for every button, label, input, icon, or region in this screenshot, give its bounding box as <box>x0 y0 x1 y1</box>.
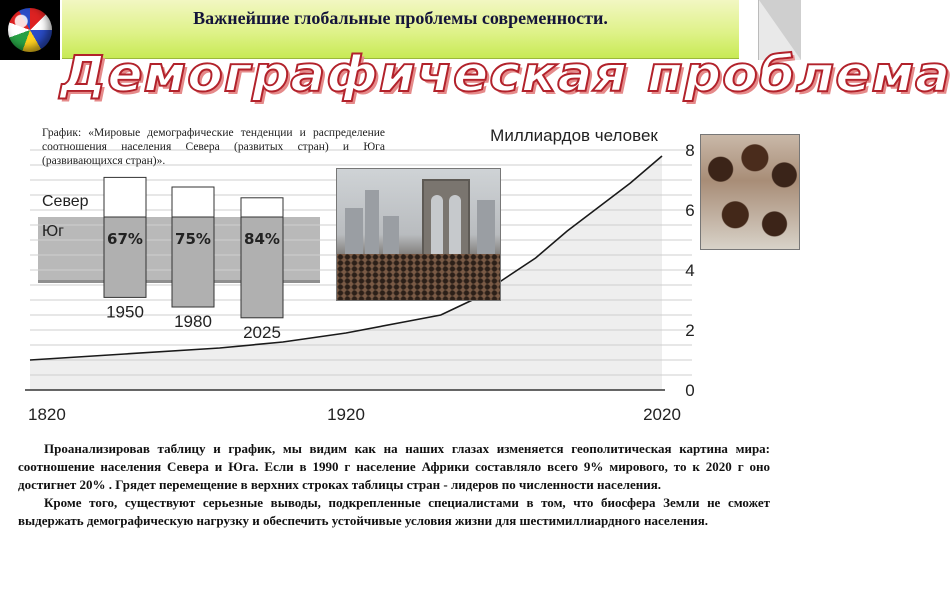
bar-value-label: 84% <box>244 230 280 248</box>
y-tick-label: 2 <box>685 321 695 340</box>
bar-category-label: 2025 <box>243 322 281 342</box>
y-axis-label: Миллиардов человек <box>490 126 658 145</box>
body-text <box>18 440 770 530</box>
bar-north <box>241 198 283 217</box>
bridge-crowd-photo <box>336 168 501 301</box>
y-tick-label: 6 <box>685 201 695 220</box>
legend-south: Юг <box>42 223 64 240</box>
y-tick-label: 8 <box>685 141 695 160</box>
x-tick-label: 1820 <box>28 405 66 424</box>
bar-value-label: 67% <box>107 230 143 248</box>
x-tick-label: 1920 <box>327 405 365 424</box>
body-paragraph-2: Кроме того, существуют серьезные выводы, подкрепленные специалистами в том, что биосфера Земли не сможет выдержать демографическую нагрузку и обеспечить устойчивые условия жизни для шестимиллиардного населения. <box>18 495 770 528</box>
slide-title: Важнейшие глобальные проблемы современности. <box>193 8 608 28</box>
y-tick-label: 0 <box>685 381 695 400</box>
bar-category-label: 1950 <box>106 302 144 322</box>
bar-category-label: 1980 <box>174 312 212 331</box>
children-photo <box>700 134 800 250</box>
wordart-heading: Демографическая проблема <box>60 46 951 104</box>
chart-caption: График: «Мировые демографические тенденции и распределение соотношения населения Севера (развитых стран) и Юга (развивающихся стран)». <box>42 127 385 167</box>
bar-value-label: 75% <box>175 230 211 248</box>
x-tick-label: 2020 <box>643 405 681 424</box>
body-paragraph-1: Проанализировав таблицу и график, мы видим как на наших глазах изменяется геополитическая картина мира: соотношение населения Севера и Юга. Если в 1990 г население Африки составляло всего 9% мирового, то к 2020 г оно достигнет 20% . Грядет перемещение в верхних строках таблицы стран - лидеров по численности населения. <box>18 441 770 492</box>
legend-north: Север <box>42 193 89 210</box>
y-tick-label: 4 <box>685 261 695 280</box>
globe-flags-icon <box>8 8 52 52</box>
corner-globe-panel <box>0 0 60 60</box>
bar-north <box>104 177 146 217</box>
bar-north <box>172 187 214 217</box>
